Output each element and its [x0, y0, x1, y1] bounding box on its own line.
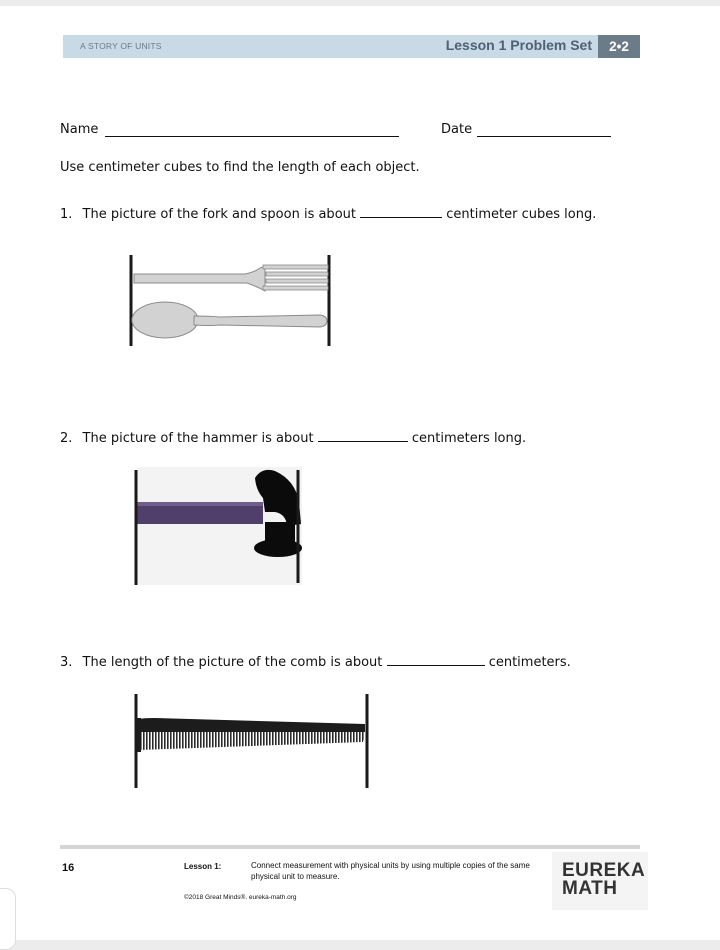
fork-and-spoon-image	[120, 250, 340, 350]
name-label: Name	[60, 122, 99, 137]
logo-line-2: MATH	[562, 878, 618, 899]
date-label: Date	[441, 122, 473, 137]
footer-lesson: Lesson 1:	[184, 862, 222, 871]
problem-2-unit: centimeters long.	[411, 431, 527, 446]
problem-1-unit: centimeter cubes long.	[446, 207, 597, 222]
problem-3-number: 3.	[60, 655, 73, 670]
footer-description: Connect measurement with physical units by using multiple copies of the same physical unit to measure.	[251, 861, 530, 881]
fork-icon	[134, 265, 328, 291]
name-field[interactable]	[105, 136, 399, 137]
eureka-math-logo	[552, 852, 648, 910]
problem-3-text: The length of the picture of the comb is about	[82, 655, 383, 670]
problem-2-number: 2.	[60, 431, 73, 446]
lesson-title: Lesson 1 Problem Set	[445, 37, 592, 53]
problem-3	[60, 653, 571, 670]
comb-icon	[137, 718, 365, 752]
footer-divider	[60, 845, 640, 849]
page-header	[63, 35, 640, 58]
spoon-icon	[132, 302, 327, 338]
viewer-corner-overlay	[0, 888, 16, 950]
problem-3-unit: centimeters.	[488, 655, 571, 670]
curriculum-name: A STORY OF UNITS	[80, 41, 162, 51]
problem-1	[60, 205, 596, 222]
problem-3-answer-blank[interactable]	[387, 653, 485, 666]
date-field[interactable]	[477, 136, 611, 137]
logo-line-1: EUREKA	[562, 860, 646, 881]
instructions: Use centimeter cubes to find the length of each object.	[60, 160, 420, 175]
problem-2-text: The picture of the hammer is about	[82, 431, 314, 446]
page-number: 16	[62, 862, 75, 874]
worksheet-page	[0, 6, 720, 940]
problem-1-number: 1.	[60, 207, 73, 222]
problem-1-text: The picture of the fork and spoon is about	[82, 207, 356, 222]
problem-2-answer-blank[interactable]	[318, 429, 408, 442]
grade-module-tag: 2•2	[598, 35, 640, 58]
hammer-image	[125, 462, 315, 592]
comb-image	[125, 690, 375, 792]
problem-1-answer-blank[interactable]	[360, 205, 442, 218]
footer-copyright: ©2018 Great Minds®. eureka-math.org	[184, 894, 297, 901]
problem-2	[60, 429, 526, 446]
